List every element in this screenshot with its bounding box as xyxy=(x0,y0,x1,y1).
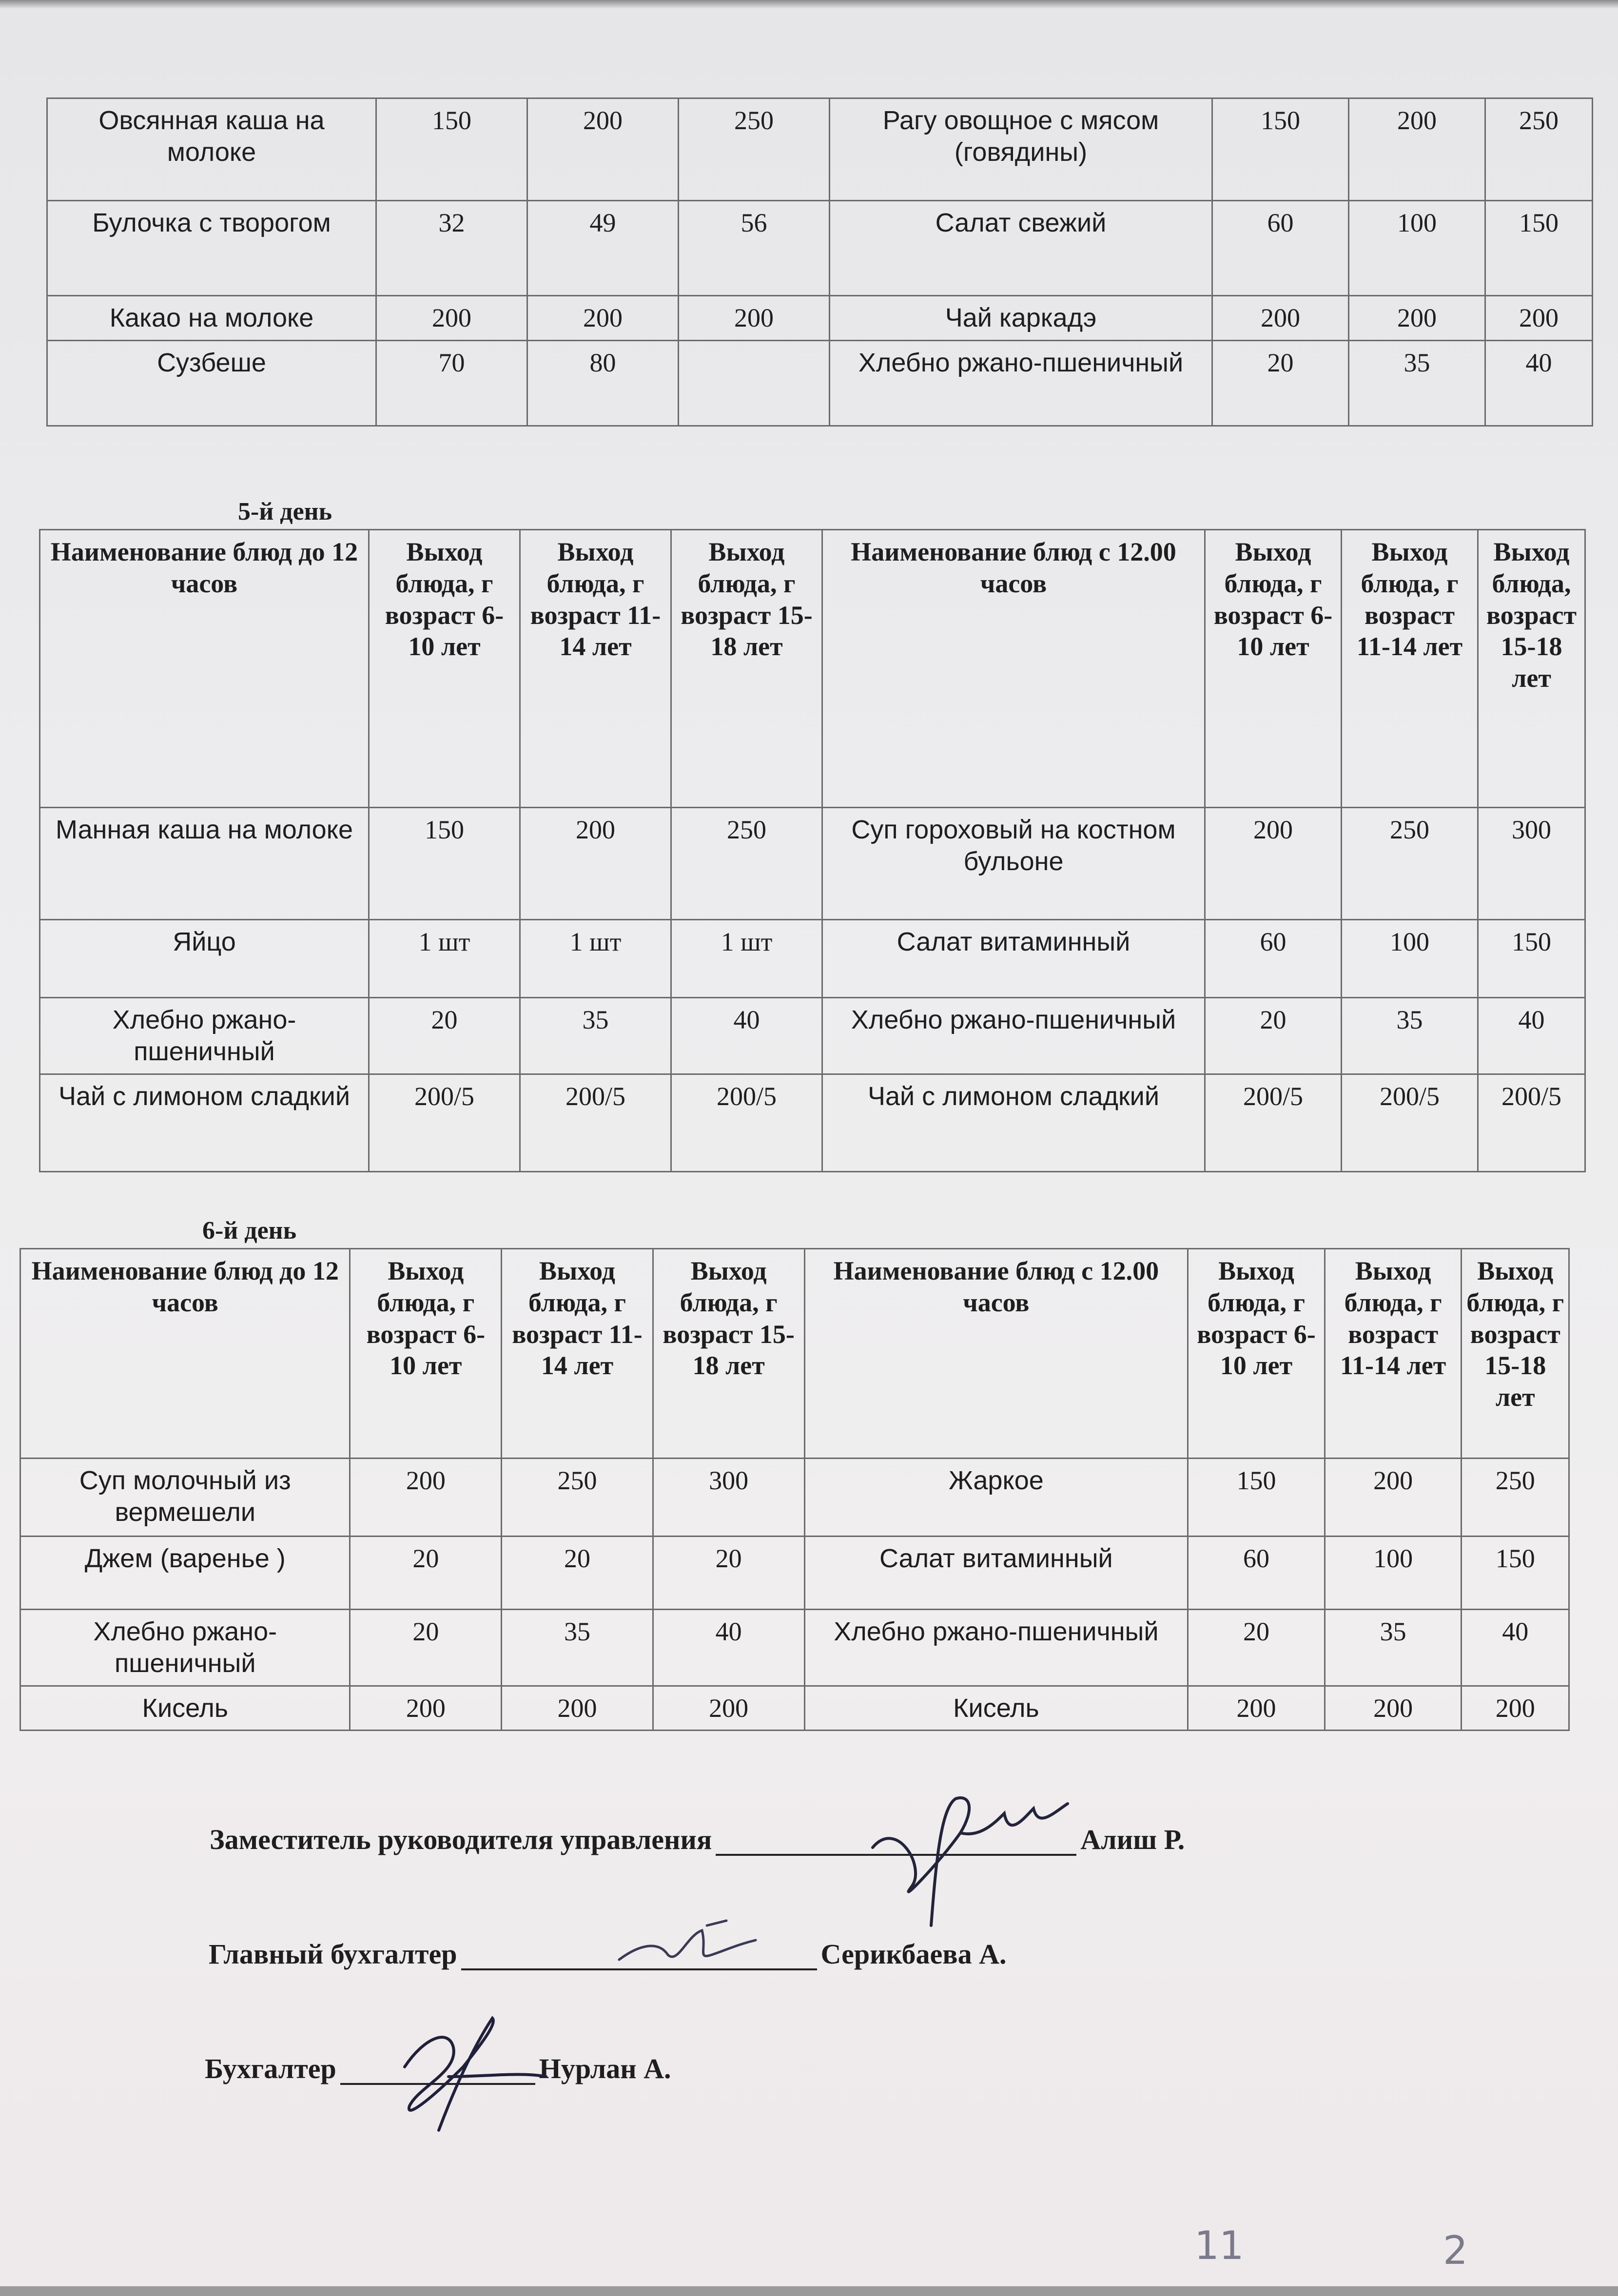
column-header: Выход блюда, г возраст 11-14 лет xyxy=(1325,1249,1462,1459)
dish-name-cell: Овсянная каша на молоке xyxy=(47,98,376,201)
column-header: Выход блюда, г возраст 6-10 лет xyxy=(350,1249,502,1459)
portion-cell: 150 xyxy=(1462,1537,1569,1610)
column-header: Выход блюда, г возраст 11-14 лет xyxy=(502,1249,653,1459)
portion-cell: 40 xyxy=(1485,340,1593,426)
portion-cell: 20 xyxy=(350,1610,502,1686)
portion-cell: 150 xyxy=(1485,201,1593,296)
scan-top-edge xyxy=(0,0,1618,9)
table-row xyxy=(40,808,1585,920)
column-header: Наименование блюд с 12.00 часов xyxy=(822,530,1205,808)
portion-cell: 200/5 xyxy=(1478,1074,1585,1171)
day6-title: 6-й день xyxy=(202,1217,297,1245)
dish-name-cell: Какао на молоке xyxy=(47,296,376,341)
portion-cell: 40 xyxy=(671,998,822,1074)
day5-title: 5-й день xyxy=(238,498,332,525)
portion-cell: 200/5 xyxy=(671,1074,822,1171)
dish-name-cell: Салат свежий xyxy=(830,201,1212,296)
portion-cell: 200 xyxy=(527,296,679,341)
chief-accountant-title: Главный бухгалтер xyxy=(209,1938,457,1970)
portion-cell: 200 xyxy=(653,1686,804,1731)
column-header: Выход блюда, г возраст 6-10 лет xyxy=(369,530,520,808)
table-row xyxy=(40,1074,1585,1171)
portion-cell: 100 xyxy=(1349,201,1485,296)
portion-cell: 80 xyxy=(527,340,679,426)
portion-cell: 150 xyxy=(369,808,520,920)
dish-name-cell: Яйцо xyxy=(40,920,369,998)
portion-cell: 150 xyxy=(1212,98,1349,201)
dish-name-cell: Суп гороховый на костном бульоне xyxy=(822,808,1205,920)
scan-bottom-edge xyxy=(0,2286,1618,2296)
portion-cell: 200 xyxy=(1325,1459,1462,1537)
chief-accountant-name: Серикбаева А. xyxy=(820,1938,1007,1970)
column-header: Наименование блюд с 12.00 часов xyxy=(804,1249,1188,1459)
portion-cell: 200 xyxy=(350,1459,502,1537)
portion-cell: 1 шт xyxy=(369,920,520,998)
table-row xyxy=(20,1459,1569,1537)
portion-cell: 150 xyxy=(1188,1459,1325,1537)
portion-cell: 250 xyxy=(1485,98,1593,201)
portion-cell: 150 xyxy=(1478,920,1585,998)
portion-cell: 35 xyxy=(1349,340,1485,426)
portion-cell: 200/5 xyxy=(1205,1074,1342,1171)
portion-cell: 20 xyxy=(1212,340,1349,426)
dish-name-cell: Хлебно ржано-пшеничный xyxy=(804,1610,1188,1686)
portion-cell: 20 xyxy=(502,1537,653,1610)
portion-cell: 35 xyxy=(520,998,671,1074)
column-header: Выход блюда, г возраст 11-14 лет xyxy=(1342,530,1478,808)
dish-name-cell: Хлебно ржано-пшеничный xyxy=(20,1610,350,1686)
portion-cell: 32 xyxy=(376,201,527,296)
table-row xyxy=(40,920,1585,998)
portion-cell: 200 xyxy=(1325,1686,1462,1731)
menu-table-day6 xyxy=(19,1248,1570,1731)
portion-cell: 49 xyxy=(527,201,679,296)
table-row xyxy=(47,296,1593,341)
portion-cell: 300 xyxy=(1478,808,1585,920)
header-row xyxy=(40,530,1585,808)
portion-cell: 20 xyxy=(653,1537,804,1610)
dish-name-cell: Рагу овощное с мясом (говядины) xyxy=(830,98,1212,201)
portion-cell: 250 xyxy=(671,808,822,920)
portion-cell: 40 xyxy=(653,1610,804,1686)
accountant-name: Нурлан А. xyxy=(539,2053,671,2084)
portion-cell: 100 xyxy=(1325,1537,1462,1610)
portion-cell: 20 xyxy=(1205,998,1342,1074)
accountant-title: Бухгалтер xyxy=(205,2053,336,2084)
portion-cell: 200 xyxy=(679,296,830,341)
portion-cell: 200 xyxy=(1212,296,1349,341)
column-header: Выход блюда, г возраст 6-10 лет xyxy=(1205,530,1342,808)
portion-cell: 250 xyxy=(1462,1459,1569,1537)
portion-cell: 200 xyxy=(1349,296,1485,341)
portion-cell: 200 xyxy=(376,296,527,341)
table-row xyxy=(47,340,1593,426)
dish-name-cell: Кисель xyxy=(804,1686,1188,1731)
portion-cell: 200 xyxy=(1349,98,1485,201)
column-header: Выход блюда, возраст 15-18 лет xyxy=(1478,530,1585,808)
portion-cell: 20 xyxy=(1188,1610,1325,1686)
portion-cell: 100 xyxy=(1342,920,1478,998)
table-row xyxy=(20,1537,1569,1610)
portion-cell: 200/5 xyxy=(520,1074,671,1171)
portion-cell: 250 xyxy=(1342,808,1478,920)
portion-cell: 200 xyxy=(1205,808,1342,920)
portion-cell: 70 xyxy=(376,340,527,426)
portion-cell: 60 xyxy=(1212,201,1349,296)
portion-cell: 20 xyxy=(369,998,520,1074)
deputy-name: Алиш Р. xyxy=(1080,1824,1185,1855)
dish-name-cell: Жаркое xyxy=(804,1459,1188,1537)
portion-cell: 200 xyxy=(1188,1686,1325,1731)
deputy-signature-image xyxy=(853,1765,1077,1930)
header-row xyxy=(20,1249,1569,1459)
table-row xyxy=(20,1686,1569,1731)
dish-name-cell: Чай с лимоном сладкий xyxy=(40,1074,369,1171)
portion-cell: 40 xyxy=(1462,1610,1569,1686)
portion-cell: 40 xyxy=(1478,998,1585,1074)
dish-name-cell: Сузбеше xyxy=(47,340,376,426)
portion-cell: 56 xyxy=(679,201,830,296)
deputy-title: Заместитель руководителя управления xyxy=(210,1824,712,1855)
portion-cell: 200/5 xyxy=(1342,1074,1478,1171)
column-header: Выход блюда, г возраст 15-18 лет xyxy=(653,1249,804,1459)
table-row xyxy=(20,1610,1569,1686)
portion-cell: 35 xyxy=(1325,1610,1462,1686)
portion-cell: 1 шт xyxy=(520,920,671,998)
dish-name-cell: Салат витаминный xyxy=(822,920,1205,998)
dish-name-cell: Хлебно ржано-пшеничный xyxy=(822,998,1205,1074)
menu-table-continuation xyxy=(46,97,1593,427)
portion-cell: 300 xyxy=(653,1459,804,1537)
portion-cell: 200 xyxy=(1485,296,1593,341)
portion-cell: 250 xyxy=(679,98,830,201)
portion-cell xyxy=(679,340,830,426)
portion-cell: 200 xyxy=(350,1686,502,1731)
dish-name-cell: Джем (варенье ) xyxy=(20,1537,350,1610)
dish-name-cell: Чай каркадэ xyxy=(830,296,1212,341)
portion-cell: 200 xyxy=(520,808,671,920)
table-row xyxy=(47,201,1593,296)
table-row xyxy=(40,998,1585,1074)
dish-name-cell: Булочка с творогом xyxy=(47,201,376,296)
chief-accountant-signature-image xyxy=(609,1916,770,1979)
column-header: Выход блюда, г возраст 15-18 лет xyxy=(671,530,822,808)
dish-name-cell: Манная каша на молоке xyxy=(40,808,369,920)
column-header: Выход блюда, г возраст 6-10 лет xyxy=(1188,1249,1325,1459)
dish-name-cell: Салат витаминный xyxy=(804,1537,1188,1610)
portion-cell: 1 шт xyxy=(671,920,822,998)
dish-name-cell: Суп молочный из вермешели xyxy=(20,1459,350,1537)
portion-cell: 60 xyxy=(1188,1537,1325,1610)
dish-name-cell: Кисель xyxy=(20,1686,350,1731)
portion-cell: 200 xyxy=(502,1686,653,1731)
portion-cell: 35 xyxy=(1342,998,1478,1074)
menu-table-day5 xyxy=(39,529,1586,1172)
column-header: Выход блюда, г возраст 15-18 лет xyxy=(1462,1249,1569,1459)
column-header: Выход блюда, г возраст 11-14 лет xyxy=(520,530,671,808)
accountant-signature-image xyxy=(375,2008,551,2135)
portion-cell: 150 xyxy=(376,98,527,201)
portion-cell: 200/5 xyxy=(369,1074,520,1171)
table-row xyxy=(47,98,1593,201)
portion-cell: 200 xyxy=(527,98,679,201)
page-mark-right: 2 xyxy=(1443,2228,1468,2273)
dish-name-cell: Чай с лимоном сладкий xyxy=(822,1074,1205,1171)
page-mark-left: 11 xyxy=(1194,2223,1244,2268)
dish-name-cell: Хлебно ржано-пшеничный xyxy=(830,340,1212,426)
portion-cell: 60 xyxy=(1205,920,1342,998)
column-header: Наименование блюд до 12 часов xyxy=(20,1249,350,1459)
portion-cell: 200 xyxy=(1462,1686,1569,1731)
portion-cell: 35 xyxy=(502,1610,653,1686)
dish-name-cell: Хлебно ржано-пшеничный xyxy=(40,998,369,1074)
signature-chief-accountant xyxy=(209,1938,1006,1970)
column-header: Наименование блюд до 12 часов xyxy=(40,530,369,808)
portion-cell: 250 xyxy=(502,1459,653,1537)
portion-cell: 20 xyxy=(350,1537,502,1610)
